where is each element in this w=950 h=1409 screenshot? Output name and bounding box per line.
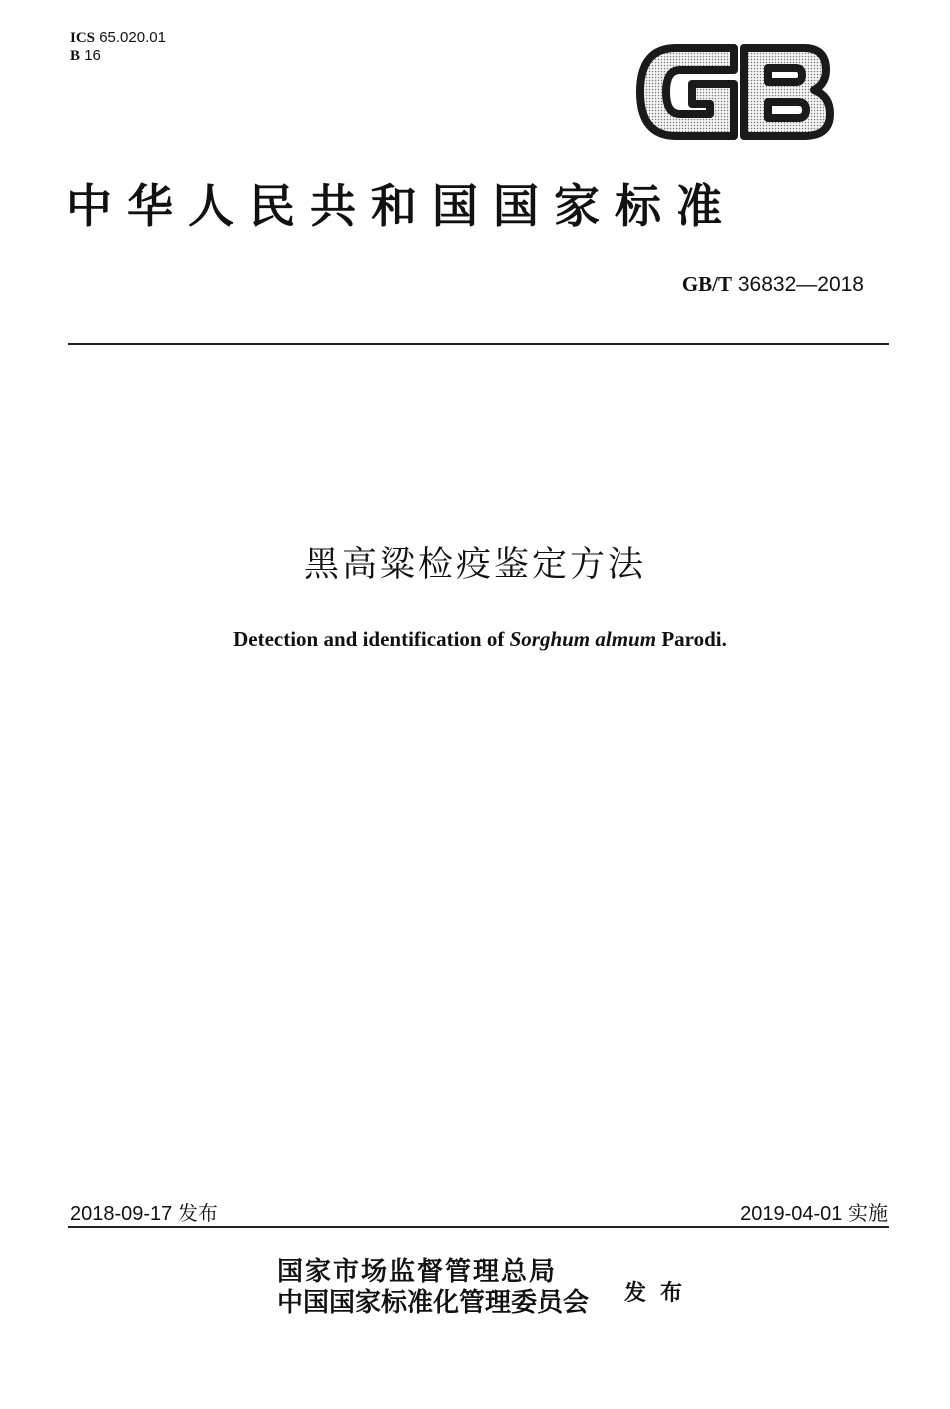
- implementation-date-line: [740, 1197, 888, 1226]
- standard-prefix: GB/T: [681, 272, 733, 296]
- title-en-suffix: Parodi.: [661, 627, 727, 651]
- classification-codes: [70, 29, 166, 65]
- issue-date: 2018-09-17: [70, 1203, 173, 1225]
- ics-code: 65.020.01: [99, 29, 166, 46]
- issuer-samr: 国家市场监督管理总局: [277, 1257, 558, 1287]
- gb-logo-letter-b: [744, 48, 830, 136]
- ccs-line: [70, 47, 166, 65]
- ccs-code: 16: [84, 47, 101, 64]
- bottom-divider: [68, 1226, 889, 1228]
- top-divider: [68, 343, 889, 345]
- implementation-date: 2019-04-01: [740, 1203, 843, 1225]
- publish-label: 发布: [624, 1280, 697, 1306]
- standard-number: [682, 272, 864, 297]
- title-en-prefix: Detection and identification of: [233, 627, 505, 651]
- implementation-label: 实施: [848, 1201, 888, 1225]
- gb-logo-letter-g: [640, 48, 734, 136]
- issue-label: 发布: [177, 1201, 218, 1225]
- issue-date-line: [70, 1197, 218, 1226]
- standard-number-value: 36832—2018: [737, 273, 864, 296]
- national-standard-title: 中华人民共和国国家标准: [66, 179, 737, 233]
- ccs-label: B: [70, 48, 81, 64]
- ics-line: [70, 29, 166, 47]
- ics-label: ICS: [70, 30, 96, 46]
- document-title-cn: 黑高粱检疫鉴定方法: [303, 545, 646, 585]
- document-title-en: [0, 627, 950, 652]
- issuing-bodies: [277, 1257, 589, 1319]
- title-en-species: Sorghum almum: [509, 627, 657, 651]
- issuer-sac: 中国国家标准化管理委员会: [277, 1288, 590, 1318]
- gb-logo: [636, 40, 836, 144]
